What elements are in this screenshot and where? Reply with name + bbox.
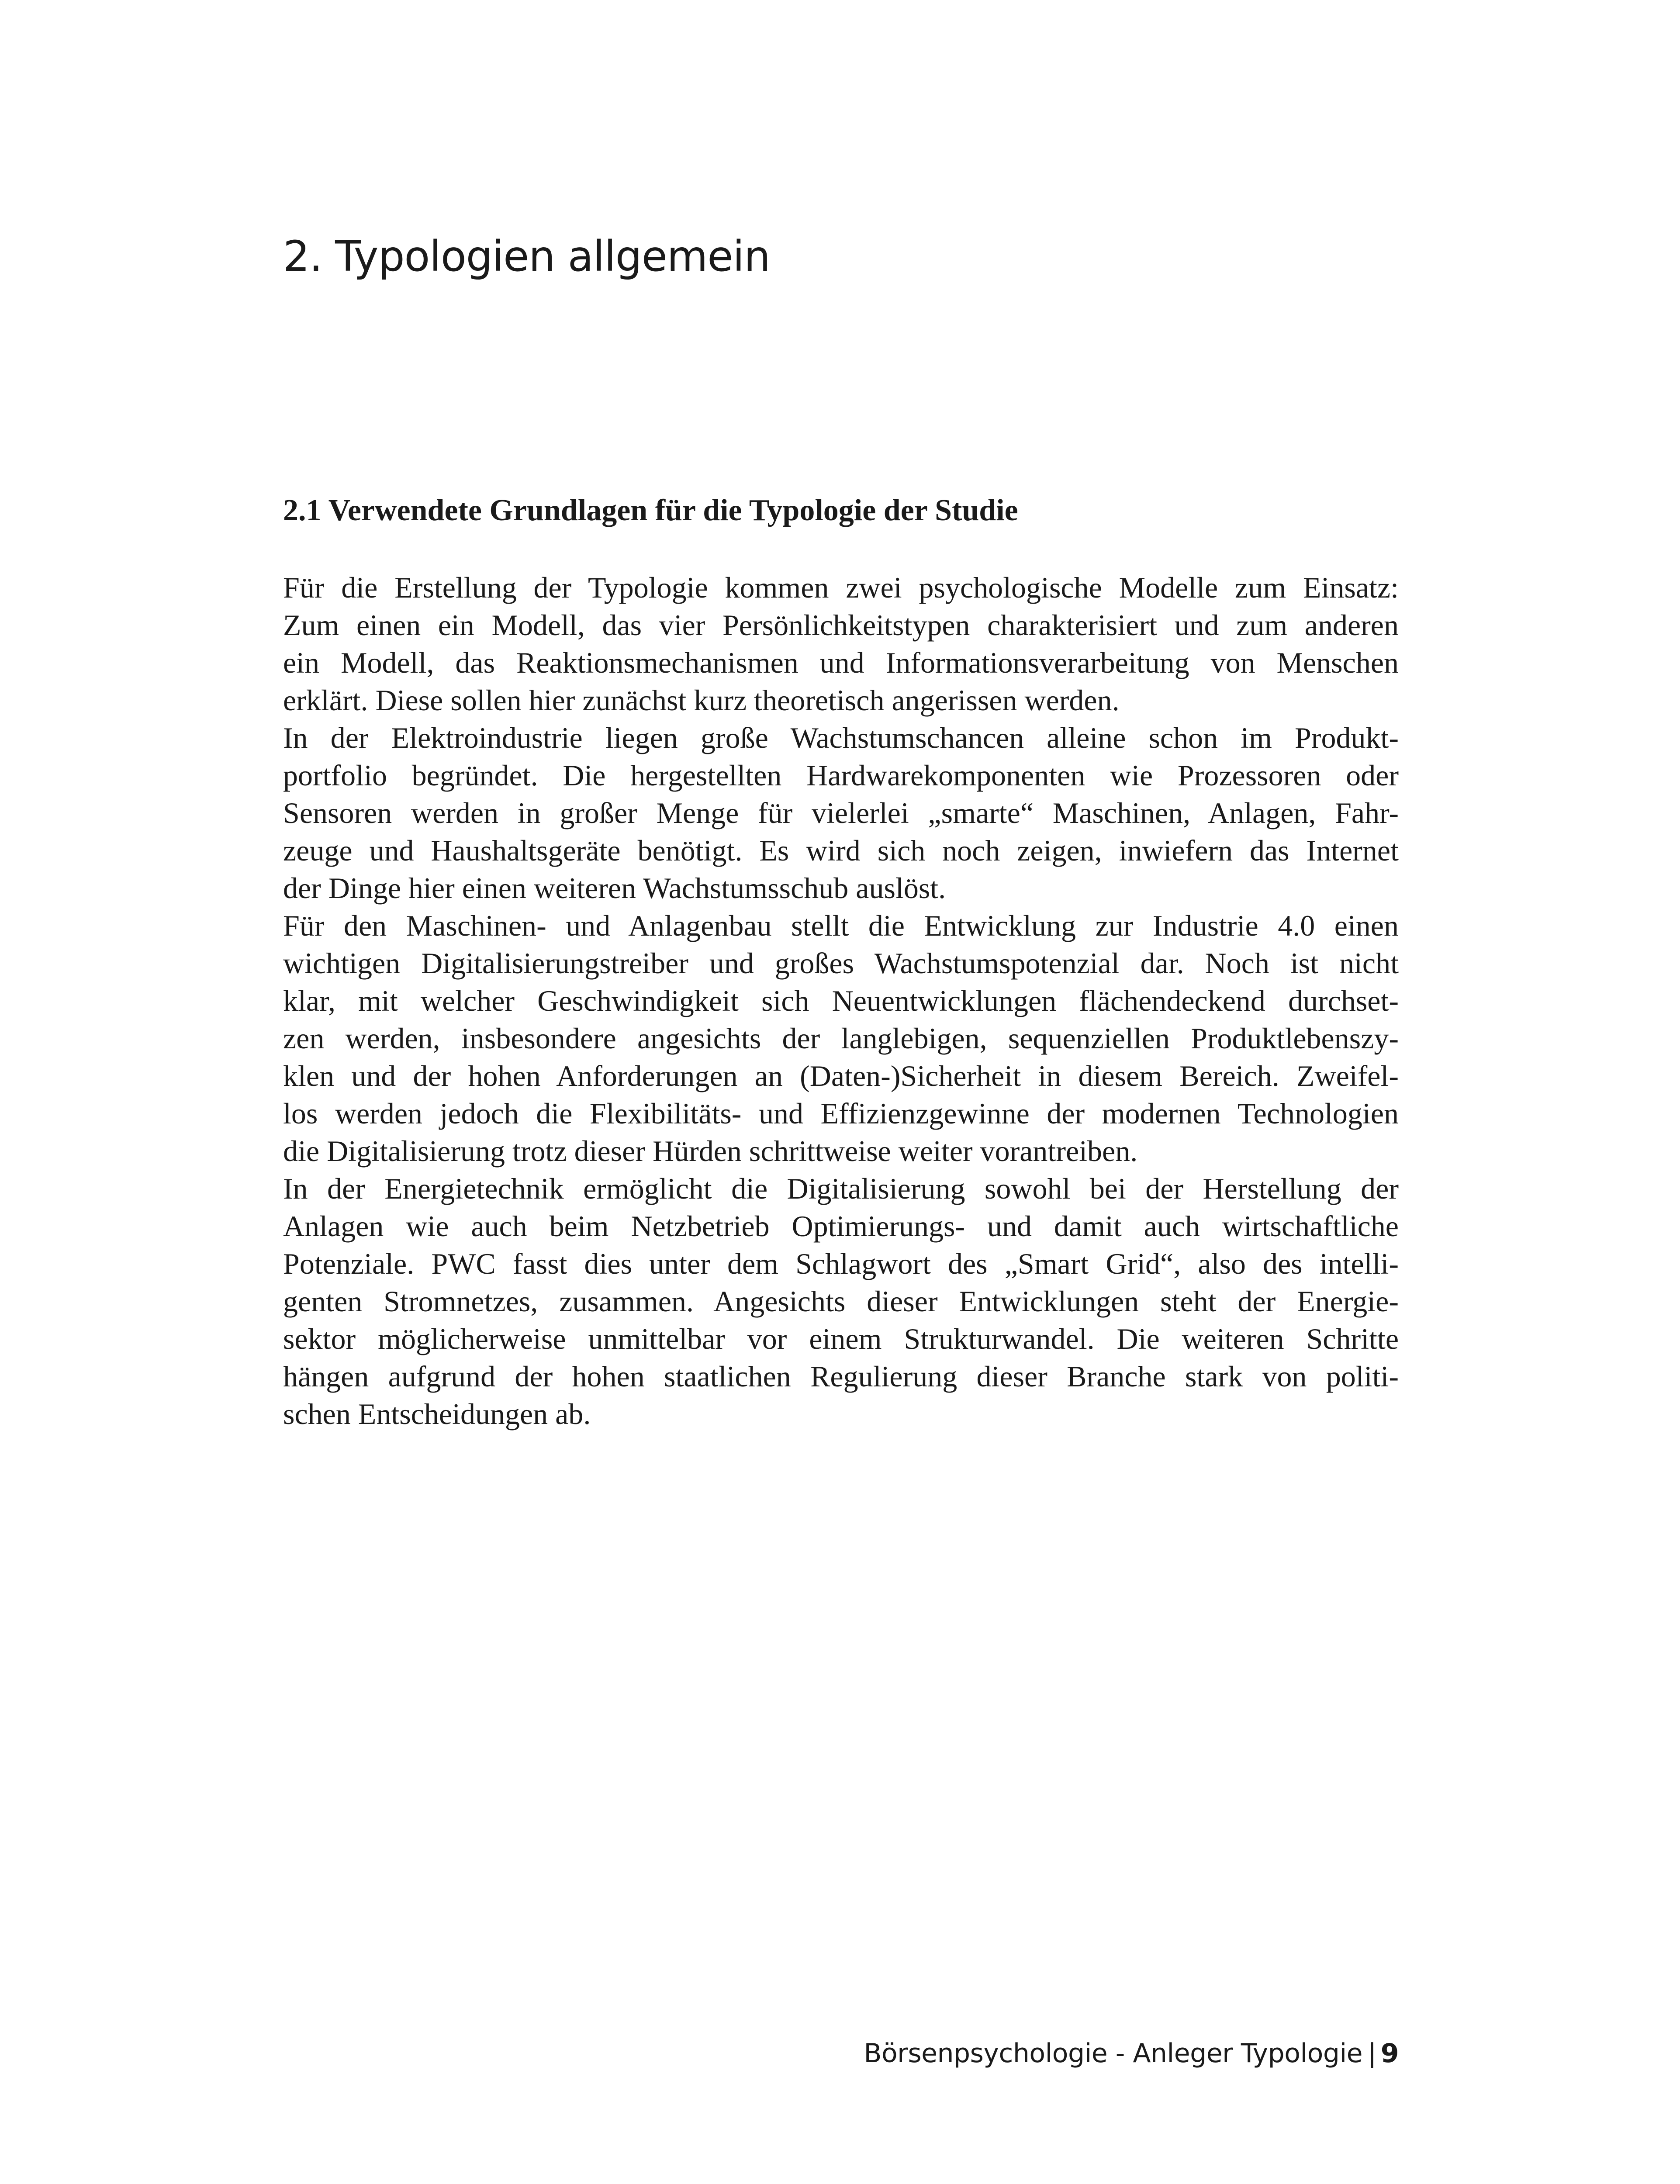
body-line: Sensoren werden in großer Menge für vielerlei „smarte“ Maschinen, Anlagen, Fahr- bbox=[283, 796, 1399, 829]
footer-separator: | bbox=[1368, 2038, 1376, 2069]
body-line: Potenziale. PWC fasst dies unter dem Schlagwort des „Smart Grid“, also des intelli- bbox=[283, 1247, 1399, 1280]
body-line: erklärt. Diese sollen hier zunächst kurz theoretisch angerissen werden. bbox=[283, 684, 1120, 717]
body-line: schen Entscheidungen ab. bbox=[283, 1397, 591, 1431]
page-footer bbox=[864, 2039, 1399, 2068]
body-line: In der Elektroindustrie liegen große Wachstumschancen alleine schon im Produkt- bbox=[283, 721, 1399, 754]
body-line: die Digitalisierung trotz dieser Hürden schrittweise weiter vorantreiben. bbox=[283, 1134, 1138, 1168]
body-line: ein Modell, das Reaktionsmechanismen und Informationsverarbeitung von Menschen bbox=[283, 646, 1399, 679]
body-line: zen werden, insbesondere angesichts der langlebigen, sequenziellen Produktlebenszy- bbox=[283, 1022, 1399, 1055]
body-line: wichtigen Digitalisierungstreiber und großes Wachstumspotenzial dar. Noch ist nicht bbox=[283, 947, 1399, 980]
body-line: der Dinge hier einen weiteren Wachstumsschub auslöst. bbox=[283, 871, 946, 905]
body-line: sektor möglicherweise unmittelbar vor einem Strukturwandel. Die weiteren Schritte bbox=[283, 1322, 1399, 1355]
body-line: klar, mit welcher Geschwindigkeit sich Neuentwicklungen flächendeckend durchset- bbox=[283, 984, 1399, 1017]
body-line: In der Energietechnik ermöglicht die Digitalisierung sowohl bei der Herstellung der bbox=[283, 1172, 1399, 1205]
body-line: Anlagen wie auch beim Netzbetrieb Optimierungs- und damit auch wirtschaftliche bbox=[283, 1209, 1399, 1243]
body-line: hängen aufgrund der hohen staatlichen Regulierung dieser Branche stark von politi- bbox=[283, 1360, 1399, 1393]
section-heading: 2.1 Verwendete Grundlagen für die Typologie der Studie bbox=[283, 494, 1018, 527]
body-line: Für den Maschinen- und Anlagenbau stellt die Entwicklung zur Industrie 4.0 einen bbox=[283, 909, 1399, 942]
chapter-title: 2. Typologien allgemein bbox=[283, 232, 770, 281]
running-title: Börsenpsychologie - Anleger Typologie bbox=[864, 2038, 1363, 2069]
body-line: klen und der hohen Anforderungen an (Daten-)Sicherheit in diesem Bereich. Zweifel- bbox=[283, 1059, 1399, 1092]
body-text bbox=[283, 569, 1399, 1433]
body-line: zeuge und Haushaltsgeräte benötigt. Es wird sich noch zeigen, inwiefern das Internet bbox=[283, 834, 1399, 867]
body-line: portfolio begründet. Die hergestellten Hardwarekomponenten wie Prozessoren oder bbox=[283, 759, 1399, 792]
body-line: genten Stromnetzes, zusammen. Angesichts dieser Entwicklungen steht der Energie- bbox=[283, 1285, 1399, 1318]
page-number: 9 bbox=[1380, 2038, 1399, 2069]
body-line: los werden jedoch die Flexibilitäts- und Effizienzgewinne der modernen Technologien bbox=[283, 1097, 1399, 1130]
body-line: Zum einen ein Modell, das vier Persönlichkeitstypen charakterisiert und zum anderen bbox=[283, 608, 1399, 642]
body-line: Für die Erstellung der Typologie kommen zwei psychologische Modelle zum Einsatz: bbox=[283, 571, 1399, 604]
